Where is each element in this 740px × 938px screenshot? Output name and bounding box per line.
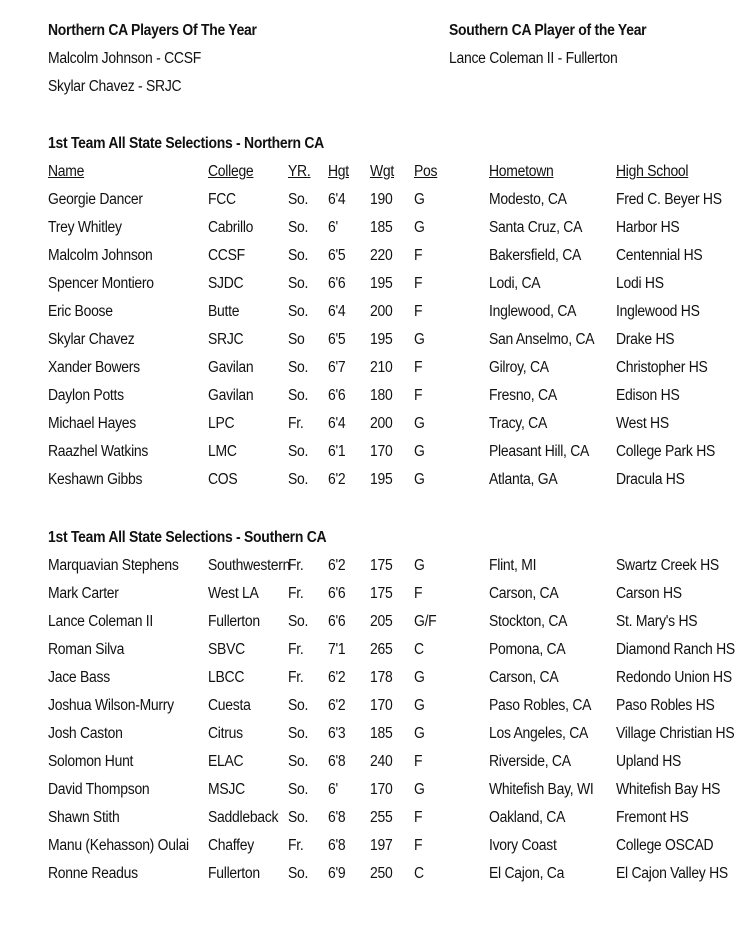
cell-hs: Diamond Ranch HS	[616, 641, 735, 658]
cell-hgt: 6'8	[328, 837, 346, 854]
cell-name: David Thompson	[48, 781, 150, 798]
cell-hs: Paso Robles HS	[616, 697, 715, 714]
table-row	[0, 275, 740, 303]
cell-wgt: 185	[370, 725, 393, 742]
cell-pos: C	[414, 865, 424, 882]
cell-name: Joshua Wilson-Murry	[48, 697, 174, 714]
cell-hgt: 7'1	[328, 641, 346, 658]
table-row	[0, 387, 740, 415]
cell-hometown: Inglewood, CA	[489, 303, 577, 320]
cell-name: Daylon Potts	[48, 387, 124, 404]
cell-hometown: Lodi, CA	[489, 275, 541, 292]
cell-college: Southwestern	[208, 557, 291, 574]
cell-name: Roman Silva	[48, 641, 125, 658]
cell-college: MSJC	[208, 781, 245, 798]
cell-hgt: 6'8	[328, 809, 346, 826]
cell-college: LMC	[208, 443, 237, 460]
cell-name: Skylar Chavez	[48, 331, 135, 348]
cell-pos: F	[414, 387, 423, 404]
cell-name: Eric Boose	[48, 303, 113, 320]
cell-pos: G	[414, 781, 425, 798]
cell-pos: G/F	[414, 613, 437, 630]
cell-wgt: 255	[370, 809, 393, 826]
col-yr-header: YR.	[288, 163, 311, 180]
cell-hometown: Stockton, CA	[489, 613, 568, 630]
cell-hgt: 6'5	[328, 331, 346, 348]
cell-wgt: 240	[370, 753, 393, 770]
cell-hgt: 6'4	[328, 303, 346, 320]
cell-name: Georgie Dancer	[48, 191, 143, 208]
cell-pos: G	[414, 471, 425, 488]
cell-wgt: 210	[370, 359, 393, 376]
cell-yr: So.	[288, 809, 309, 826]
table-row	[0, 753, 740, 781]
cell-hgt: 6'2	[328, 669, 346, 686]
cell-hometown: Tracy, CA	[489, 415, 548, 432]
cell-wgt: 200	[370, 415, 393, 432]
table-row	[0, 641, 740, 669]
cell-yr: So.	[288, 275, 309, 292]
cell-hgt: 6'2	[328, 697, 346, 714]
col-hgt-header: Hgt	[328, 163, 349, 180]
col-name-header: Name	[48, 163, 85, 180]
cell-wgt: 178	[370, 669, 393, 686]
cell-pos: C	[414, 641, 424, 658]
cell-hgt: 6'2	[328, 557, 346, 574]
cell-college: Butte	[208, 303, 240, 320]
cell-name: Mark Carter	[48, 585, 119, 602]
cell-hgt: 6'1	[328, 443, 346, 460]
col-wgt-header: Wgt	[370, 163, 395, 180]
cell-hgt: 6'6	[328, 613, 346, 630]
cell-college: West LA	[208, 585, 259, 602]
cell-wgt: 265	[370, 641, 393, 658]
cell-pos: G	[414, 443, 425, 460]
table-row	[0, 669, 740, 697]
cell-hometown: San Anselmo, CA	[489, 331, 595, 348]
cell-college: ELAC	[208, 753, 244, 770]
cell-name: Raazhel Watkins	[48, 443, 149, 460]
cell-pos: G	[414, 415, 425, 432]
table-row	[0, 303, 740, 331]
cell-pos: G	[414, 219, 425, 236]
cell-wgt: 180	[370, 387, 393, 404]
cell-hgt: 6'2	[328, 471, 346, 488]
cell-yr: So.	[288, 443, 309, 460]
cell-college: Fullerton	[208, 865, 260, 882]
cell-pos: F	[414, 303, 423, 320]
cell-hs: Harbor HS	[616, 219, 680, 236]
cell-hs: Christopher HS	[616, 359, 708, 376]
cell-hs: El Cajon Valley HS	[616, 865, 728, 882]
cell-college: CCSF	[208, 247, 245, 264]
cell-yr: So.	[288, 725, 309, 742]
cell-hometown: Pomona, CA	[489, 641, 566, 658]
table-row	[0, 837, 740, 865]
cell-wgt: 175	[370, 585, 393, 602]
cell-college: Cabrillo	[208, 219, 254, 236]
cell-hgt: 6'	[328, 781, 338, 798]
cell-pos: G	[414, 557, 425, 574]
cell-yr: So.	[288, 613, 309, 630]
cell-yr: So.	[288, 359, 309, 376]
cell-hometown: Santa Cruz, CA	[489, 219, 583, 236]
cell-yr: Fr.	[288, 837, 304, 854]
cell-wgt: 175	[370, 557, 393, 574]
cell-college: LPC	[208, 415, 235, 432]
cell-hometown: Flint, MI	[489, 557, 537, 574]
north-poy-line-1: Malcolm Johnson - CCSF	[48, 50, 201, 67]
cell-hometown: Gilroy, CA	[489, 359, 549, 376]
south-poy-line-1: Lance Coleman II - Fullerton	[449, 50, 618, 67]
cell-name: Xander Bowers	[48, 359, 140, 376]
table-row	[0, 613, 740, 641]
cell-hometown: Carson, CA	[489, 669, 559, 686]
cell-pos: G	[414, 331, 425, 348]
cell-yr: Fr.	[288, 641, 304, 658]
cell-name: Manu (Kehasson) Oulai	[48, 837, 189, 854]
cell-hs: Swartz Creek HS	[616, 557, 719, 574]
cell-wgt: 185	[370, 219, 393, 236]
cell-wgt: 200	[370, 303, 393, 320]
cell-wgt: 170	[370, 443, 393, 460]
cell-name: Marquavian Stephens	[48, 557, 179, 574]
cell-name: Ronne Readus	[48, 865, 138, 882]
north-team-heading: 1st Team All State Selections - Northern CA	[48, 135, 324, 152]
table-row	[0, 557, 740, 585]
cell-college: FCC	[208, 191, 236, 208]
cell-college: Chaffey	[208, 837, 254, 854]
cell-wgt: 195	[370, 275, 393, 292]
cell-college: Fullerton	[208, 613, 260, 630]
cell-hometown: El Cajon, Ca	[489, 865, 565, 882]
cell-hs: Fred C. Beyer HS	[616, 191, 722, 208]
cell-hs: West HS	[616, 415, 669, 432]
cell-hs: Carson HS	[616, 585, 682, 602]
cell-hs: St. Mary's HS	[616, 613, 698, 630]
cell-wgt: 220	[370, 247, 393, 264]
column-header-row	[0, 163, 740, 191]
cell-yr: So.	[288, 753, 309, 770]
cell-pos: G	[414, 725, 425, 742]
cell-yr: So.	[288, 865, 309, 882]
cell-pos: F	[414, 585, 423, 602]
col-high-school-header: High School	[616, 163, 689, 180]
cell-hometown: Whitefish Bay, WI	[489, 781, 594, 798]
cell-college: LBCC	[208, 669, 245, 686]
south-team-heading: 1st Team All State Selections - Southern CA	[48, 529, 327, 546]
cell-college: SRJC	[208, 331, 244, 348]
cell-hgt: 6'3	[328, 725, 346, 742]
cell-hometown: Oakland, CA	[489, 809, 566, 826]
cell-name: Keshawn Gibbs	[48, 471, 143, 488]
cell-yr: Fr.	[288, 557, 304, 574]
cell-hgt: 6'5	[328, 247, 346, 264]
table-row	[0, 809, 740, 837]
cell-wgt: 195	[370, 331, 393, 348]
cell-hs: Drake HS	[616, 331, 675, 348]
cell-hs: Lodi HS	[616, 275, 664, 292]
cell-hometown: Fresno, CA	[489, 387, 557, 404]
cell-yr: So	[288, 331, 305, 348]
cell-hometown: Pleasant Hill, CA	[489, 443, 590, 460]
cell-name: Jace Bass	[48, 669, 110, 686]
cell-pos: G	[414, 191, 425, 208]
cell-pos: F	[414, 809, 423, 826]
table-row	[0, 443, 740, 471]
cell-yr: Fr.	[288, 415, 304, 432]
table-row	[0, 219, 740, 247]
cell-hs: Upland HS	[616, 753, 682, 770]
cell-hgt: 6'8	[328, 753, 346, 770]
cell-hometown: Los Angeles, CA	[489, 725, 589, 742]
cell-name: Spencer Montiero	[48, 275, 154, 292]
cell-college: Gavilan	[208, 387, 254, 404]
cell-college: Cuesta	[208, 697, 251, 714]
cell-wgt: 190	[370, 191, 393, 208]
cell-hs: Fremont HS	[616, 809, 689, 826]
col-hometown-header: Hometown	[489, 163, 554, 180]
cell-pos: F	[414, 359, 423, 376]
cell-hometown: Modesto, CA	[489, 191, 567, 208]
cell-name: Malcolm Johnson	[48, 247, 153, 264]
cell-wgt: 170	[370, 697, 393, 714]
cell-name: Lance Coleman II	[48, 613, 154, 630]
cell-yr: So.	[288, 191, 309, 208]
cell-pos: G	[414, 669, 425, 686]
cell-college: SBVC	[208, 641, 245, 658]
cell-hometown: Bakersfield, CA	[489, 247, 582, 264]
cell-hometown: Paso Robles, CA	[489, 697, 592, 714]
cell-hgt: 6'6	[328, 585, 346, 602]
cell-hgt: 6'7	[328, 359, 346, 376]
cell-pos: F	[414, 275, 423, 292]
cell-hs: Village Christian HS	[616, 725, 735, 742]
cell-college: COS	[208, 471, 238, 488]
cell-pos: F	[414, 837, 423, 854]
table-row	[0, 191, 740, 219]
table-row	[0, 359, 740, 387]
cell-yr: So.	[288, 303, 309, 320]
cell-hometown: Riverside, CA	[489, 753, 571, 770]
cell-hs: Redondo Union HS	[616, 669, 732, 686]
north-poy-line-2: Skylar Chavez - SRJC	[48, 78, 182, 95]
cell-hometown: Carson, CA	[489, 585, 559, 602]
cell-hgt: 6'9	[328, 865, 346, 882]
table-row	[0, 247, 740, 275]
table-row	[0, 415, 740, 443]
cell-wgt: 250	[370, 865, 393, 882]
cell-pos: F	[414, 247, 423, 264]
cell-name: Solomon Hunt	[48, 753, 134, 770]
cell-name: Michael Hayes	[48, 415, 136, 432]
table-row	[0, 331, 740, 359]
cell-yr: So.	[288, 471, 309, 488]
cell-yr: So.	[288, 247, 309, 264]
cell-pos: F	[414, 753, 423, 770]
cell-yr: So.	[288, 697, 309, 714]
table-row	[0, 725, 740, 753]
table-row	[0, 865, 740, 893]
cell-yr: Fr.	[288, 585, 304, 602]
cell-name: Trey Whitley	[48, 219, 122, 236]
cell-college: Saddleback	[208, 809, 279, 826]
cell-hs: Inglewood HS	[616, 303, 700, 320]
cell-hs: Edison HS	[616, 387, 680, 404]
cell-hs: College Park HS	[616, 443, 716, 460]
cell-hs: College OSCAD	[616, 837, 714, 854]
col-college-header: College	[208, 163, 254, 180]
cell-hometown: Ivory Coast	[489, 837, 557, 854]
table-row	[0, 471, 740, 499]
cell-wgt: 197	[370, 837, 393, 854]
cell-college: SJDC	[208, 275, 244, 292]
south-poy-heading: Southern CA Player of the Year	[449, 22, 647, 39]
cell-yr: So.	[288, 387, 309, 404]
cell-yr: Fr.	[288, 669, 304, 686]
cell-yr: So.	[288, 219, 309, 236]
cell-hometown: Atlanta, GA	[489, 471, 558, 488]
cell-wgt: 205	[370, 613, 393, 630]
cell-hs: Centennial HS	[616, 247, 703, 264]
cell-hs: Dracula HS	[616, 471, 685, 488]
col-pos-header: Pos	[414, 163, 438, 180]
cell-yr: So.	[288, 781, 309, 798]
table-row	[0, 697, 740, 725]
cell-wgt: 170	[370, 781, 393, 798]
north-poy-heading: Northern CA Players Of The Year	[48, 22, 257, 39]
cell-name: Shawn Stith	[48, 809, 120, 826]
cell-hs: Whitefish Bay HS	[616, 781, 721, 798]
cell-college: Citrus	[208, 725, 243, 742]
cell-college: Gavilan	[208, 359, 254, 376]
cell-name: Josh Caston	[48, 725, 123, 742]
cell-pos: G	[414, 697, 425, 714]
cell-hgt: 6'6	[328, 387, 346, 404]
table-row	[0, 781, 740, 809]
cell-hgt: 6'4	[328, 415, 346, 432]
cell-wgt: 195	[370, 471, 393, 488]
cell-hgt: 6'4	[328, 191, 346, 208]
cell-hgt: 6'6	[328, 275, 346, 292]
cell-hgt: 6'	[328, 219, 338, 236]
table-row	[0, 585, 740, 613]
